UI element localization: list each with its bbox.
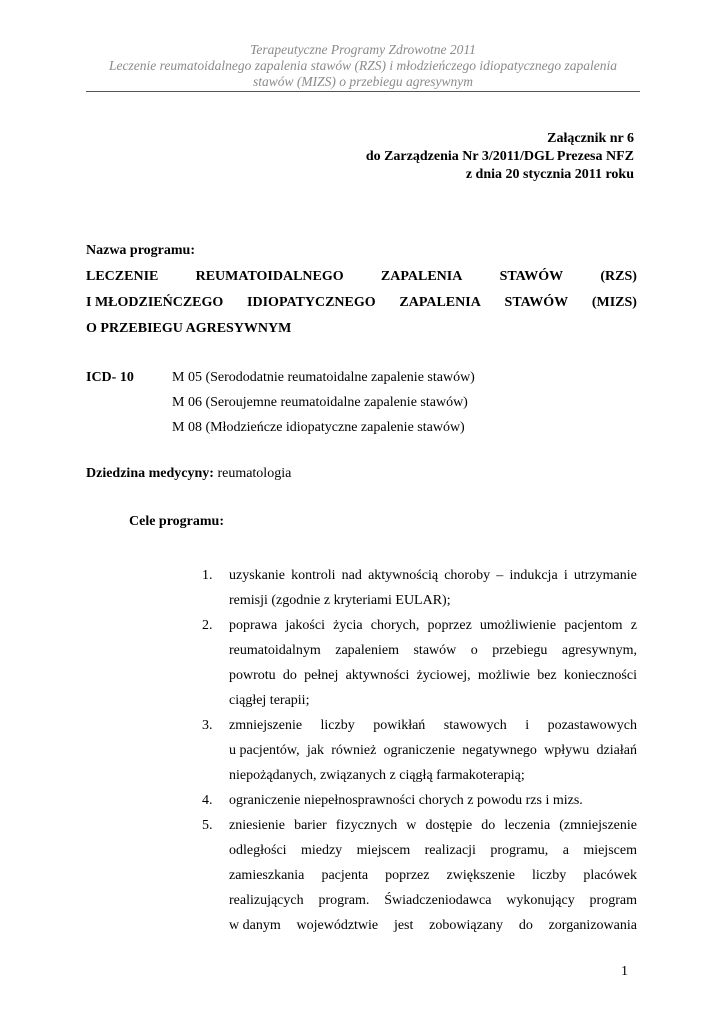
icd-code-m08: M 08 (Młodzieńcze idiopatyczne zapalenie stawów)	[172, 420, 465, 435]
goal-word: program.	[318, 893, 370, 908]
goal-text	[229, 613, 637, 713]
goal-word: również	[331, 743, 377, 758]
goal-word: wykonujący	[506, 893, 575, 908]
goal-word: negatywnego	[462, 743, 537, 758]
goal-word: w	[406, 818, 417, 833]
goal-item	[202, 563, 637, 613]
annex-line-3: z dnia 20 stycznia 2011 roku	[465, 167, 634, 182]
goal-word: ciągłej terapii;	[229, 693, 310, 708]
goal-word: poprawa	[229, 618, 278, 633]
goal-word: jakości	[285, 618, 325, 633]
goal-word: do	[518, 918, 533, 933]
goal-item	[202, 713, 637, 788]
goal-word: pacjenta	[321, 868, 369, 883]
goal-word: nad	[341, 568, 362, 583]
goal-word: województwie	[296, 918, 379, 933]
goal-word: poprzez	[385, 868, 430, 883]
goal-word: chorych,	[370, 618, 420, 633]
goal-word: barier	[294, 818, 327, 833]
goal-number: 5.	[202, 818, 213, 833]
program-name-word: ZAPALENIA	[380, 269, 463, 284]
goal-word: poprzez	[427, 618, 472, 633]
goal-word: stawów	[413, 643, 457, 658]
program-name-line-2	[86, 290, 637, 316]
goal-word: do	[282, 668, 297, 683]
goal-word: remisji (zgodnie z kryteriami EULAR);	[229, 593, 451, 608]
goal-word: w danym	[229, 918, 281, 933]
goal-text-line	[229, 738, 637, 763]
goal-word: działań	[596, 743, 637, 758]
medical-field	[86, 464, 637, 484]
goal-text-line	[229, 763, 637, 788]
goal-word: miejscem	[583, 843, 637, 858]
goal-word: wpływu	[544, 743, 590, 758]
goal-word: i	[525, 718, 530, 733]
goal-text-line	[229, 613, 637, 638]
goal-word: placówek	[583, 868, 637, 883]
goal-word: konieczności	[563, 668, 637, 683]
icd-label: ICD- 10	[86, 370, 134, 385]
goal-text-line	[229, 638, 637, 663]
program-name-line-3: O PRZEBIEGU AGRESYWNYM	[86, 321, 292, 336]
header-line-2: Leczenie reumatoidalnego zapalenia stawów (RZS) i młodzieńczego idiopatycznego zapalenia	[109, 58, 617, 73]
goal-word: fizycznych	[335, 818, 398, 833]
program-name-line-1	[86, 264, 637, 290]
goal-number: 4.	[202, 793, 213, 808]
goal-word: stawowych	[443, 718, 507, 733]
goal-text-line	[229, 588, 637, 613]
goal-word: zapaleniem	[335, 643, 399, 658]
program-name-word: ZAPALENIA	[399, 295, 481, 310]
page-number: 1	[621, 964, 628, 979]
goal-word: umożliwienie	[479, 618, 557, 633]
goal-text-line	[229, 563, 637, 588]
goal-word: indukcja	[509, 568, 558, 583]
goal-word: zamieszkania	[229, 868, 305, 883]
goal-word: bez	[537, 668, 557, 683]
program-name-word: IDIOPATYCZNEGO	[247, 295, 376, 310]
annex-line-2: do Zarządzenia Nr 3/2011/DGL Prezesa NFZ	[365, 149, 634, 164]
goal-text-line	[229, 788, 637, 813]
goal-word: realizujących	[229, 893, 304, 908]
goal-word: powikłań	[373, 718, 426, 733]
goal-text-line	[229, 688, 637, 713]
program-name-word: REUMATOIDALNEGO	[195, 269, 344, 284]
running-header	[86, 42, 640, 92]
medical-field-value: reumatologia	[217, 466, 292, 481]
goal-word: jak	[306, 743, 324, 758]
goal-number: 3.	[202, 718, 213, 733]
goal-word: miedzy	[300, 843, 343, 858]
goal-word: z	[630, 618, 637, 633]
program-name-label: Nazwa programu:	[86, 243, 196, 258]
annex-line-1: Załącznik nr 6	[547, 131, 634, 146]
goal-word: dostępie	[425, 818, 473, 833]
program-name-word: (MIZS)	[591, 295, 637, 310]
goal-text	[229, 788, 637, 813]
goal-word: leczenia	[504, 818, 551, 833]
goal-text-line	[229, 663, 637, 688]
goal-word: możliwie	[477, 668, 530, 683]
goal-word: programu,	[490, 843, 549, 858]
goal-word: liczby	[532, 868, 567, 883]
program-name-word: LECZENIE	[86, 269, 159, 284]
goal-word: powrotu	[229, 668, 276, 683]
goal-word: zmniejszenie	[229, 718, 303, 733]
goal-word: aktywności	[345, 668, 410, 683]
goal-word: (zmniejszenie	[559, 818, 637, 833]
goal-word: miejscem	[356, 843, 411, 858]
icd-section	[86, 365, 637, 440]
goal-word: życia	[333, 618, 363, 633]
goal-word: odległości	[229, 843, 287, 858]
goal-word: reumatoidalnym	[229, 643, 321, 658]
goal-item	[202, 813, 637, 938]
goal-text-line	[229, 813, 637, 838]
program-name-word: STAWÓW	[499, 269, 564, 284]
goal-word: ograniczenie	[383, 743, 456, 758]
goal-number: 2.	[202, 618, 213, 633]
annex-reference	[366, 130, 634, 184]
goal-word: jest	[393, 918, 414, 933]
program-name-word: STAWÓW	[504, 295, 569, 310]
goal-item	[202, 788, 637, 813]
goal-word: zobowiązany	[429, 918, 504, 933]
goal-word: Świadczeniodawca	[384, 893, 492, 908]
goal-word: kontroli	[291, 568, 336, 583]
goal-item	[202, 613, 637, 713]
goal-word: zorganizowania	[548, 918, 637, 933]
goal-word: niepożądanych, związanych z ciągłą farmakoterapią;	[229, 768, 525, 783]
goal-word: u pacjentów,	[229, 743, 300, 758]
goal-word: utrzymanie	[573, 568, 637, 583]
goal-word: i	[563, 568, 568, 583]
goal-word: realizacji	[424, 843, 476, 858]
goal-text	[229, 813, 637, 938]
program-name-word: I MŁODZIEŃCZEGO	[86, 295, 224, 310]
goal-word: życiowej,	[416, 668, 471, 683]
goal-text	[229, 713, 637, 788]
goal-number: 1.	[202, 568, 213, 583]
goal-word: a	[562, 843, 569, 858]
goal-text-line	[229, 838, 637, 863]
goal-text-line	[229, 863, 637, 888]
goal-word: –	[496, 568, 504, 583]
goal-word: pozastawowych	[547, 718, 637, 733]
goal-word: zniesienie	[229, 818, 285, 833]
medical-field-label: Dziedzina medycyny:	[86, 466, 214, 481]
goal-word: program	[589, 893, 637, 908]
goal-word: agresywnym,	[561, 643, 637, 658]
header-line-1: Terapeutyczne Programy Zdrowotne 2011	[250, 42, 476, 57]
goal-text-line	[229, 913, 637, 938]
header-line-3: stawów (MIZS) o przebiegu agresywnym	[253, 74, 473, 89]
program-name-section	[86, 238, 637, 342]
goal-word: uzyskanie	[229, 568, 285, 583]
goal-word: pacjentom	[564, 618, 623, 633]
goal-text-line	[229, 713, 637, 738]
icd-code-m05: M 05 (Serododatnie reumatoidalne zapalenie stawów)	[172, 370, 475, 385]
goal-word: pełnej	[304, 668, 339, 683]
program-name-word: (RZS)	[600, 269, 637, 284]
goal-word: aktywnością	[368, 568, 439, 583]
goal-word: choroby	[444, 568, 491, 583]
goal-word: zwiększenie	[446, 868, 515, 883]
goal-word: ograniczenie niepełnosprawności chorych z powodu rzs i mizs.	[229, 793, 583, 808]
goal-word: przebiegu	[492, 643, 548, 658]
icd-code-m06: M 06 (Seroujemne reumatoidalne zapalenie stawów)	[172, 395, 468, 410]
goal-text	[229, 563, 637, 613]
goal-word: do	[481, 818, 496, 833]
goal-word: liczby	[320, 718, 355, 733]
goals-list	[202, 563, 637, 938]
goals-heading: Cele programu:	[129, 514, 224, 529]
goal-word: o	[470, 643, 478, 658]
goal-text-line	[229, 888, 637, 913]
